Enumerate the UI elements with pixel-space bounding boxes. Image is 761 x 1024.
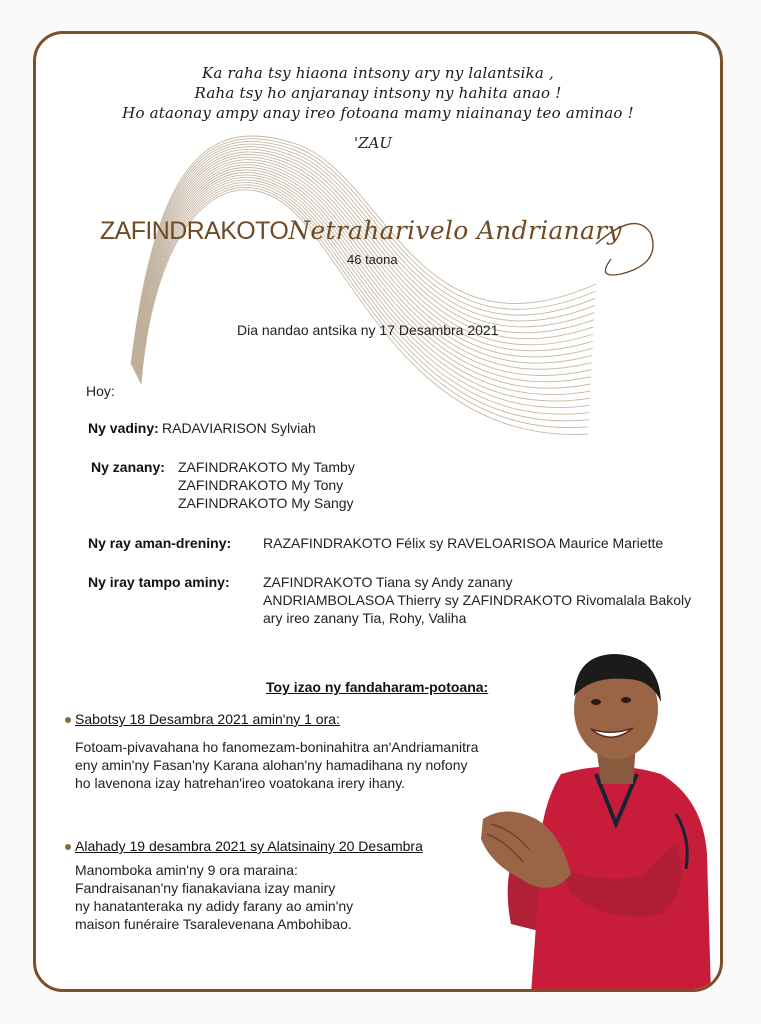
poem-line-1: Ka raha tsy hiaona intsony ary ny lalantsika , (202, 64, 554, 82)
wave-line (139, 177, 590, 401)
death-date-line: Dia nandao antsika ny 17 Desambra 2021 (237, 322, 499, 338)
program-title: Toy izao ny fandaharam-potoana: (266, 679, 489, 695)
parents-names: RAZAFINDRAKOTO Félix sy RAVELOARISOA Maurice Mariette (263, 535, 664, 551)
sibling-line-1: ZAFINDRAKOTO Tiana sy Andy zanany (263, 574, 513, 590)
spouse-label: Ny vadiny: (88, 420, 159, 436)
event-2-line-3: ny hanatanteraka ny adidy farany ao amin'ny (75, 898, 354, 914)
event-1-line-3: ho lavenona izay hatrehan'ireo voatokana irery ihany. (75, 775, 406, 791)
photo-eye-right (621, 697, 631, 703)
event-1-line-1: Fotoam-pivavahana ho fanomezam-boninahitra an'Andriamanitra (75, 739, 479, 755)
event-1-date: Sabotsy 18 Desambra 2021 amin'ny 1 ora: (75, 711, 340, 727)
children-label: Ny zanany: (91, 459, 165, 475)
deceased-given-names: Netraharivelo Andrianary (288, 216, 622, 245)
child-name-2: ZAFINDRAKOTO My Tony (178, 477, 344, 493)
deceased-name (100, 216, 622, 246)
obituary-card (33, 31, 723, 992)
event-2-line-1: Manomboka amin'ny 9 ora maraina: (75, 862, 298, 878)
poem-line-3: Ho ataonay ampy anay ireo fotoana mamy niainanay teo aminao ! (122, 104, 634, 122)
event-2-date: Alahady 19 desambra 2021 sy Alatsinainy 20 Desambra (75, 838, 423, 854)
deceased-surname: ZAFINDRAKOTO (100, 217, 289, 245)
child-name-1: ZAFINDRAKOTO My Tamby (178, 459, 355, 475)
family-intro: Hoy: (86, 383, 115, 399)
parents-label: Ny ray aman-dreniny: (88, 535, 232, 551)
event-bullet-1 (65, 717, 71, 723)
event-2-line-2: Fandraisanan'ny fianakaviana izay maniry (75, 880, 336, 896)
poem-line-2: Raha tsy ho anjaranay intsony ny hahita anao ! (194, 84, 562, 102)
event-1-line-2: eny amin'ny Fasan'ny Karana alohan'ny hamadihana ny nofony (75, 757, 468, 773)
siblings-label: Ny iray tampo aminy: (88, 574, 230, 590)
event-bullet-2 (65, 844, 71, 850)
sibling-line-2: ANDRIAMBOLASOA Thierry sy ZAFINDRAKOTO Rivomalala Bakoly (263, 592, 692, 608)
sibling-line-3: ary ireo zanany Tia, Rohy, Valiha (263, 610, 467, 626)
poem-signature: 'ZAU (354, 134, 393, 152)
event-2-line-4: maison funéraire Tsaralevenana Ambohibao. (75, 916, 352, 932)
deceased-age: 46 taona (347, 252, 398, 267)
spouse-name: RADAVIARISON Sylviah (162, 420, 316, 436)
child-name-3: ZAFINDRAKOTO My Sangy (178, 495, 354, 511)
photo-eye-left (591, 699, 601, 705)
